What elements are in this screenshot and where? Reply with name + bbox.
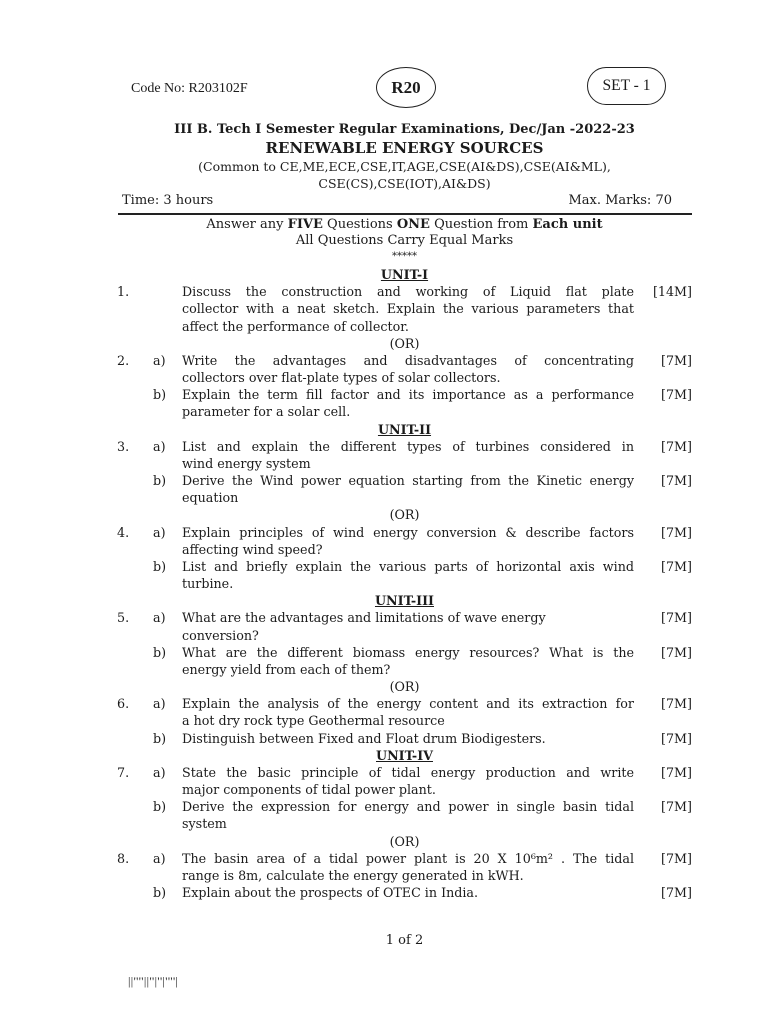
question-text-line: collector with a neat sketch. Explain the various parameters that xyxy=(182,301,634,317)
max-marks: Max. Marks: 70 xyxy=(568,193,672,208)
question-number: 2. xyxy=(117,352,130,368)
question-text-line: State the basic principle of tidal energy production and write xyxy=(182,764,634,780)
question-number-blank xyxy=(117,798,153,815)
marks-label: [7M] xyxy=(661,524,692,540)
question-number-blank xyxy=(117,644,153,661)
question-text xyxy=(182,472,634,506)
question-number-blank xyxy=(117,386,153,403)
unit-heading: UNIT-IV xyxy=(376,747,433,763)
question-text-line: Derive the expression for energy and power in single basin tidal xyxy=(182,799,634,815)
part-label: a) xyxy=(153,764,166,780)
question-number: 7. xyxy=(117,764,130,780)
question-text xyxy=(182,730,634,747)
marks-label: [7M] xyxy=(661,438,692,454)
instruction-text: Question from xyxy=(429,217,533,232)
question-text xyxy=(182,644,634,678)
part-label: b) xyxy=(153,558,167,574)
part-label: b) xyxy=(153,644,167,660)
common-to-line-1: (Common to CE,ME,ECE,CSE,IT,AGE,CSE(AI&DS),CSE(AI&ML), xyxy=(198,159,611,174)
question-number: 6. xyxy=(117,696,130,712)
question-text-line: parameter for a solar cell. xyxy=(182,404,351,420)
marks-label: [7M] xyxy=(661,799,692,815)
part-label-blank xyxy=(153,283,182,300)
question-text-line: wind energy system xyxy=(182,455,311,471)
question-text-line: Explain the term fill factor and its importance as a performance xyxy=(182,387,634,403)
question-part xyxy=(117,524,692,558)
instruction-emphasis: ONE xyxy=(396,217,430,232)
or-separator: (OR) xyxy=(389,335,420,351)
part-label: b) xyxy=(153,473,167,489)
unit-heading: UNIT-III xyxy=(374,593,434,609)
question-text-line: What are the different biomass energy resources? What is the xyxy=(182,644,634,660)
instruction-text: Answer any xyxy=(206,217,288,232)
question-text-line: affect the performance of collector. xyxy=(182,318,409,334)
unit-heading: UNIT-I xyxy=(380,267,429,282)
or-separator: (OR) xyxy=(389,507,420,523)
part-label: b) xyxy=(153,799,167,815)
question-number: 8. xyxy=(117,850,130,866)
question-part xyxy=(117,884,692,901)
marks-label: [7M] xyxy=(661,730,692,746)
barcode-text: ||''''||''|''|''''| xyxy=(128,974,179,988)
part-label: b) xyxy=(153,885,167,901)
question-text-line: range is 8m, calculate the energy generated in kWH. xyxy=(182,867,524,883)
part-label: b) xyxy=(153,387,167,403)
question-number-blank xyxy=(117,730,153,747)
question-text xyxy=(182,283,634,335)
instruction-text: Questions xyxy=(322,217,397,232)
separator-stars: ***** xyxy=(392,251,417,262)
question-text-line: major components of tidal power plant. xyxy=(182,782,436,798)
question-number: 3. xyxy=(117,438,130,454)
question-part xyxy=(117,695,692,729)
question-text-line: List and explain the different types of turbines considered in xyxy=(182,438,634,454)
question-part xyxy=(117,609,692,643)
marks-label: [7M] xyxy=(661,885,692,901)
question-text-line: The basin area of a tidal power plant is 20 X 10⁶m² . The tidal xyxy=(182,850,634,866)
question-part xyxy=(117,644,692,678)
exam-title: III B. Tech I Semester Regular Examinations, Dec/Jan -2022-23 xyxy=(174,122,635,137)
question-text-line: affecting wind speed? xyxy=(182,541,323,557)
marks-label: [7M] xyxy=(661,696,692,712)
question-text xyxy=(182,524,634,558)
part-label: b) xyxy=(153,730,167,746)
question-text-line: Derive the Wind power equation starting from the Kinetic energy xyxy=(182,473,634,489)
question-text-line: Distinguish between Fixed and Float drum Biodigesters. xyxy=(182,730,546,746)
question-number-blank xyxy=(117,472,153,489)
part-label: a) xyxy=(153,524,166,540)
marks-label: [7M] xyxy=(661,850,692,866)
question-number-blank xyxy=(117,558,153,575)
part-label: a) xyxy=(153,850,166,866)
instruction-emphasis: FIVE xyxy=(287,217,323,232)
question-part xyxy=(117,730,692,747)
question-text-line: a hot dry rock type Geothermal resource xyxy=(182,713,445,729)
question-text-line: Explain principles of wind energy conversion & describe factors xyxy=(182,524,634,540)
regulation-label: R20 xyxy=(391,77,421,97)
set-label: SET - 1 xyxy=(602,77,651,94)
question-part xyxy=(117,850,692,884)
question-number: 1. xyxy=(117,284,130,300)
question-text xyxy=(182,438,634,472)
common-to-line-2: CSE(CS),CSE(IOT),AI&DS) xyxy=(318,176,491,191)
question-text-line: collectors over flat-plate types of solar collectors. xyxy=(182,370,501,385)
question-text xyxy=(182,798,634,832)
question-part xyxy=(117,352,692,386)
question-text-line: Write the advantages and disadvantages of concentrating xyxy=(182,352,634,368)
question-part xyxy=(117,283,692,335)
question-part xyxy=(117,558,692,592)
question-text-line: turbine. xyxy=(182,576,234,592)
question-text-line: equation xyxy=(182,490,239,506)
question-text xyxy=(182,609,634,643)
marks-label: [7M] xyxy=(661,352,692,368)
header-divider xyxy=(118,213,692,215)
part-label: a) xyxy=(153,696,166,712)
or-separator: (OR) xyxy=(389,833,420,849)
subject-title: RENEWABLE ENERGY SOURCES xyxy=(265,139,544,157)
marks-label: [7M] xyxy=(661,644,692,660)
question-part xyxy=(117,472,692,506)
question-text-line: What are the advantages and limitations of wave energy xyxy=(182,610,546,626)
question-text xyxy=(182,695,634,729)
marks-label: [7M] xyxy=(661,387,692,403)
part-label: a) xyxy=(153,438,166,454)
instructions-line-2: All Questions Carry Equal Marks xyxy=(295,233,514,248)
question-text-line: system xyxy=(182,816,227,832)
question-text-line: energy yield from each of them? xyxy=(182,661,391,677)
instruction-emphasis: Each unit xyxy=(532,217,603,232)
question-text-line: Discuss the construction and working of Liquid flat plate xyxy=(182,284,634,300)
page-number: 1 of 2 xyxy=(385,933,424,948)
marks-label: [14M] xyxy=(652,284,692,300)
question-part xyxy=(117,798,692,832)
part-label: a) xyxy=(153,352,166,368)
question-number: 4. xyxy=(117,524,130,540)
question-text xyxy=(182,884,634,901)
marks-label: [7M] xyxy=(661,764,692,780)
question-number-blank xyxy=(117,884,153,901)
question-part xyxy=(117,386,692,420)
code-number: Code No: R203102F xyxy=(131,81,248,96)
question-part xyxy=(117,438,692,472)
question-text xyxy=(182,386,634,420)
instructions-line-1 xyxy=(117,217,692,233)
set-badge xyxy=(587,67,666,105)
regulation-badge xyxy=(376,67,436,108)
marks-label: [7M] xyxy=(661,473,692,489)
unit-heading: UNIT-II xyxy=(377,421,432,437)
question-text xyxy=(182,764,634,798)
part-label: a) xyxy=(153,610,166,626)
question-text xyxy=(182,558,634,592)
question-text xyxy=(182,850,634,884)
exam-duration: Time: 3 hours xyxy=(122,193,214,208)
marks-label: [7M] xyxy=(661,558,692,574)
marks-label: [7M] xyxy=(661,610,692,626)
question-list xyxy=(117,266,692,901)
question-part xyxy=(117,764,692,798)
question-text-line: Explain about the prospects of OTEC in India. xyxy=(182,885,479,901)
question-text-line: List and briefly explain the various parts of horizontal axis wind xyxy=(182,558,634,574)
question-text-line: Explain the analysis of the energy content and its extraction for xyxy=(182,696,634,712)
question-number: 5. xyxy=(117,610,130,626)
question-text-line: conversion? xyxy=(182,627,259,643)
or-separator: (OR) xyxy=(389,679,420,695)
question-text xyxy=(182,352,634,386)
